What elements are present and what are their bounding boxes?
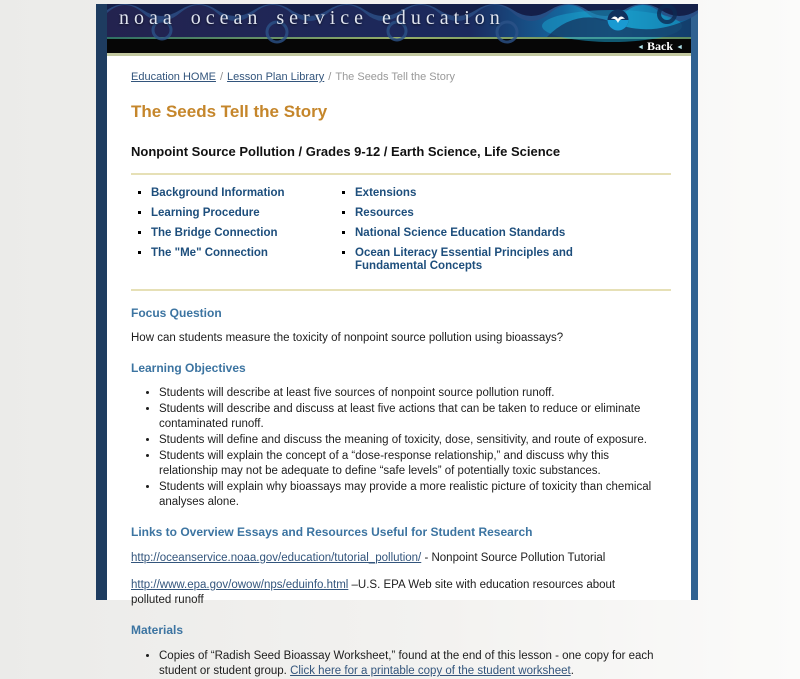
breadcrumb-lesson-plan-library-link[interactable]: Lesson Plan Library: [227, 71, 325, 83]
toc-item[interactable]: [355, 247, 591, 273]
toc-link-ocean-literacy[interactable]: Ocean Literacy Essential Principles and Fundamental Concepts: [355, 247, 573, 272]
toc-link-resources[interactable]: Resources: [355, 207, 414, 219]
printable-worksheet-link[interactable]: Click here for a printable copy of the student worksheet: [290, 665, 571, 677]
toc-link-background-information[interactable]: Background Information: [151, 187, 285, 199]
learning-objectives-heading: Learning Objectives: [131, 361, 246, 375]
banner-title: noaa ocean service education: [119, 7, 505, 29]
focus-question-heading: Focus Question: [131, 306, 222, 320]
toc-item[interactable]: [355, 207, 591, 220]
epa-url-link[interactable]: http://www.epa.gov/owow/nps/eduinfo.html: [131, 579, 349, 591]
toc-link-learning-procedure[interactable]: Learning Procedure: [151, 207, 260, 219]
focus-question-text: How can students measure the toxicity of nonpoint source pollution using bioassays?: [131, 332, 564, 344]
objective-item: • Students will explain the concept of a “dose-response relationship,” and discuss why this relationship may not be adequate to define “safe levels” of potentially toxic substances.: [159, 449, 671, 479]
back-button-label: Back: [647, 39, 674, 53]
breadcrumb-separator: /: [219, 71, 224, 83]
noaa-tutorial-url-link[interactable]: http://oceanservice.noaa.gov/education/tutorial_pollution/: [131, 552, 422, 564]
materials-heading: Materials: [131, 623, 184, 637]
resource-link-description: - Nonpoint Source Pollution Tutorial: [421, 552, 606, 564]
back-button[interactable]: [637, 40, 683, 54]
materials-item-text: Copies of “Radish Seed Bioassay Worksheet,” found at the end of this lesson - one copy for each student or student group.: [159, 650, 654, 677]
breadcrumb-separator: /: [328, 71, 332, 83]
breadcrumb: [131, 71, 671, 83]
resource-link-description: –U.S. EPA Web site with education resources about polluted runoff: [131, 579, 616, 606]
objective-item: • Students will describe at least five sources of nonpoint source pollution runoff.: [159, 386, 671, 401]
toc-item[interactable]: [151, 187, 341, 200]
toc-item[interactable]: [355, 227, 591, 240]
toc-link-national-science-education-standards[interactable]: National Science Education Standards: [355, 227, 566, 239]
links-section-heading: Links to Overview Essays and Resources Useful for Student Research: [131, 525, 533, 539]
table-of-contents: [131, 187, 671, 280]
objective-item: • Students will define and discuss the meaning of toxicity, dose, sensitivity, and route of exposure.: [159, 433, 671, 448]
materials-list: [131, 649, 671, 679]
back-arrow-left-icon: ◄: [637, 43, 645, 51]
back-arrow-right-icon: ◄: [676, 43, 683, 51]
toc-link-me-connection[interactable]: The "Me" Connection: [151, 247, 268, 259]
section-divider: [131, 173, 671, 175]
toc-left-column: [137, 187, 341, 280]
objective-item: • Students will explain why bioassays may provide a more realistic picture of toxicity than chemical analyses alone.: [159, 480, 671, 510]
objective-item: • Students will describe and discuss at least five actions that can be taken to reduce or eliminate contaminated runoff.: [159, 402, 671, 432]
toc-item[interactable]: [151, 207, 341, 220]
resource-link-row: [131, 551, 636, 566]
page-title: The Seeds Tell the Story: [131, 102, 328, 121]
page-subtitle: Nonpoint Source Pollution / Grades 9-12 / Earth Science, Life Science: [131, 144, 561, 159]
resource-link-row: [131, 578, 636, 608]
toc-item[interactable]: [355, 187, 591, 200]
learning-objectives-list: [131, 386, 671, 510]
breadcrumb-education-home-link[interactable]: Education HOME: [131, 71, 216, 83]
main-content: [107, 56, 691, 679]
noaa-logo-icon: [607, 9, 629, 36]
materials-item-period: .: [570, 665, 574, 677]
section-divider: [131, 289, 671, 291]
breadcrumb-current-page: The Seeds Tell the Story: [335, 71, 455, 83]
toc-item[interactable]: [151, 247, 341, 260]
toc-item[interactable]: [151, 227, 341, 240]
materials-item: [159, 649, 671, 679]
site-banner: [107, 4, 691, 37]
page-container: [96, 4, 698, 677]
toc-link-bridge-connection[interactable]: The Bridge Connection: [151, 227, 278, 239]
toc-right-column: [341, 187, 591, 280]
toc-link-extensions[interactable]: Extensions: [355, 187, 417, 199]
